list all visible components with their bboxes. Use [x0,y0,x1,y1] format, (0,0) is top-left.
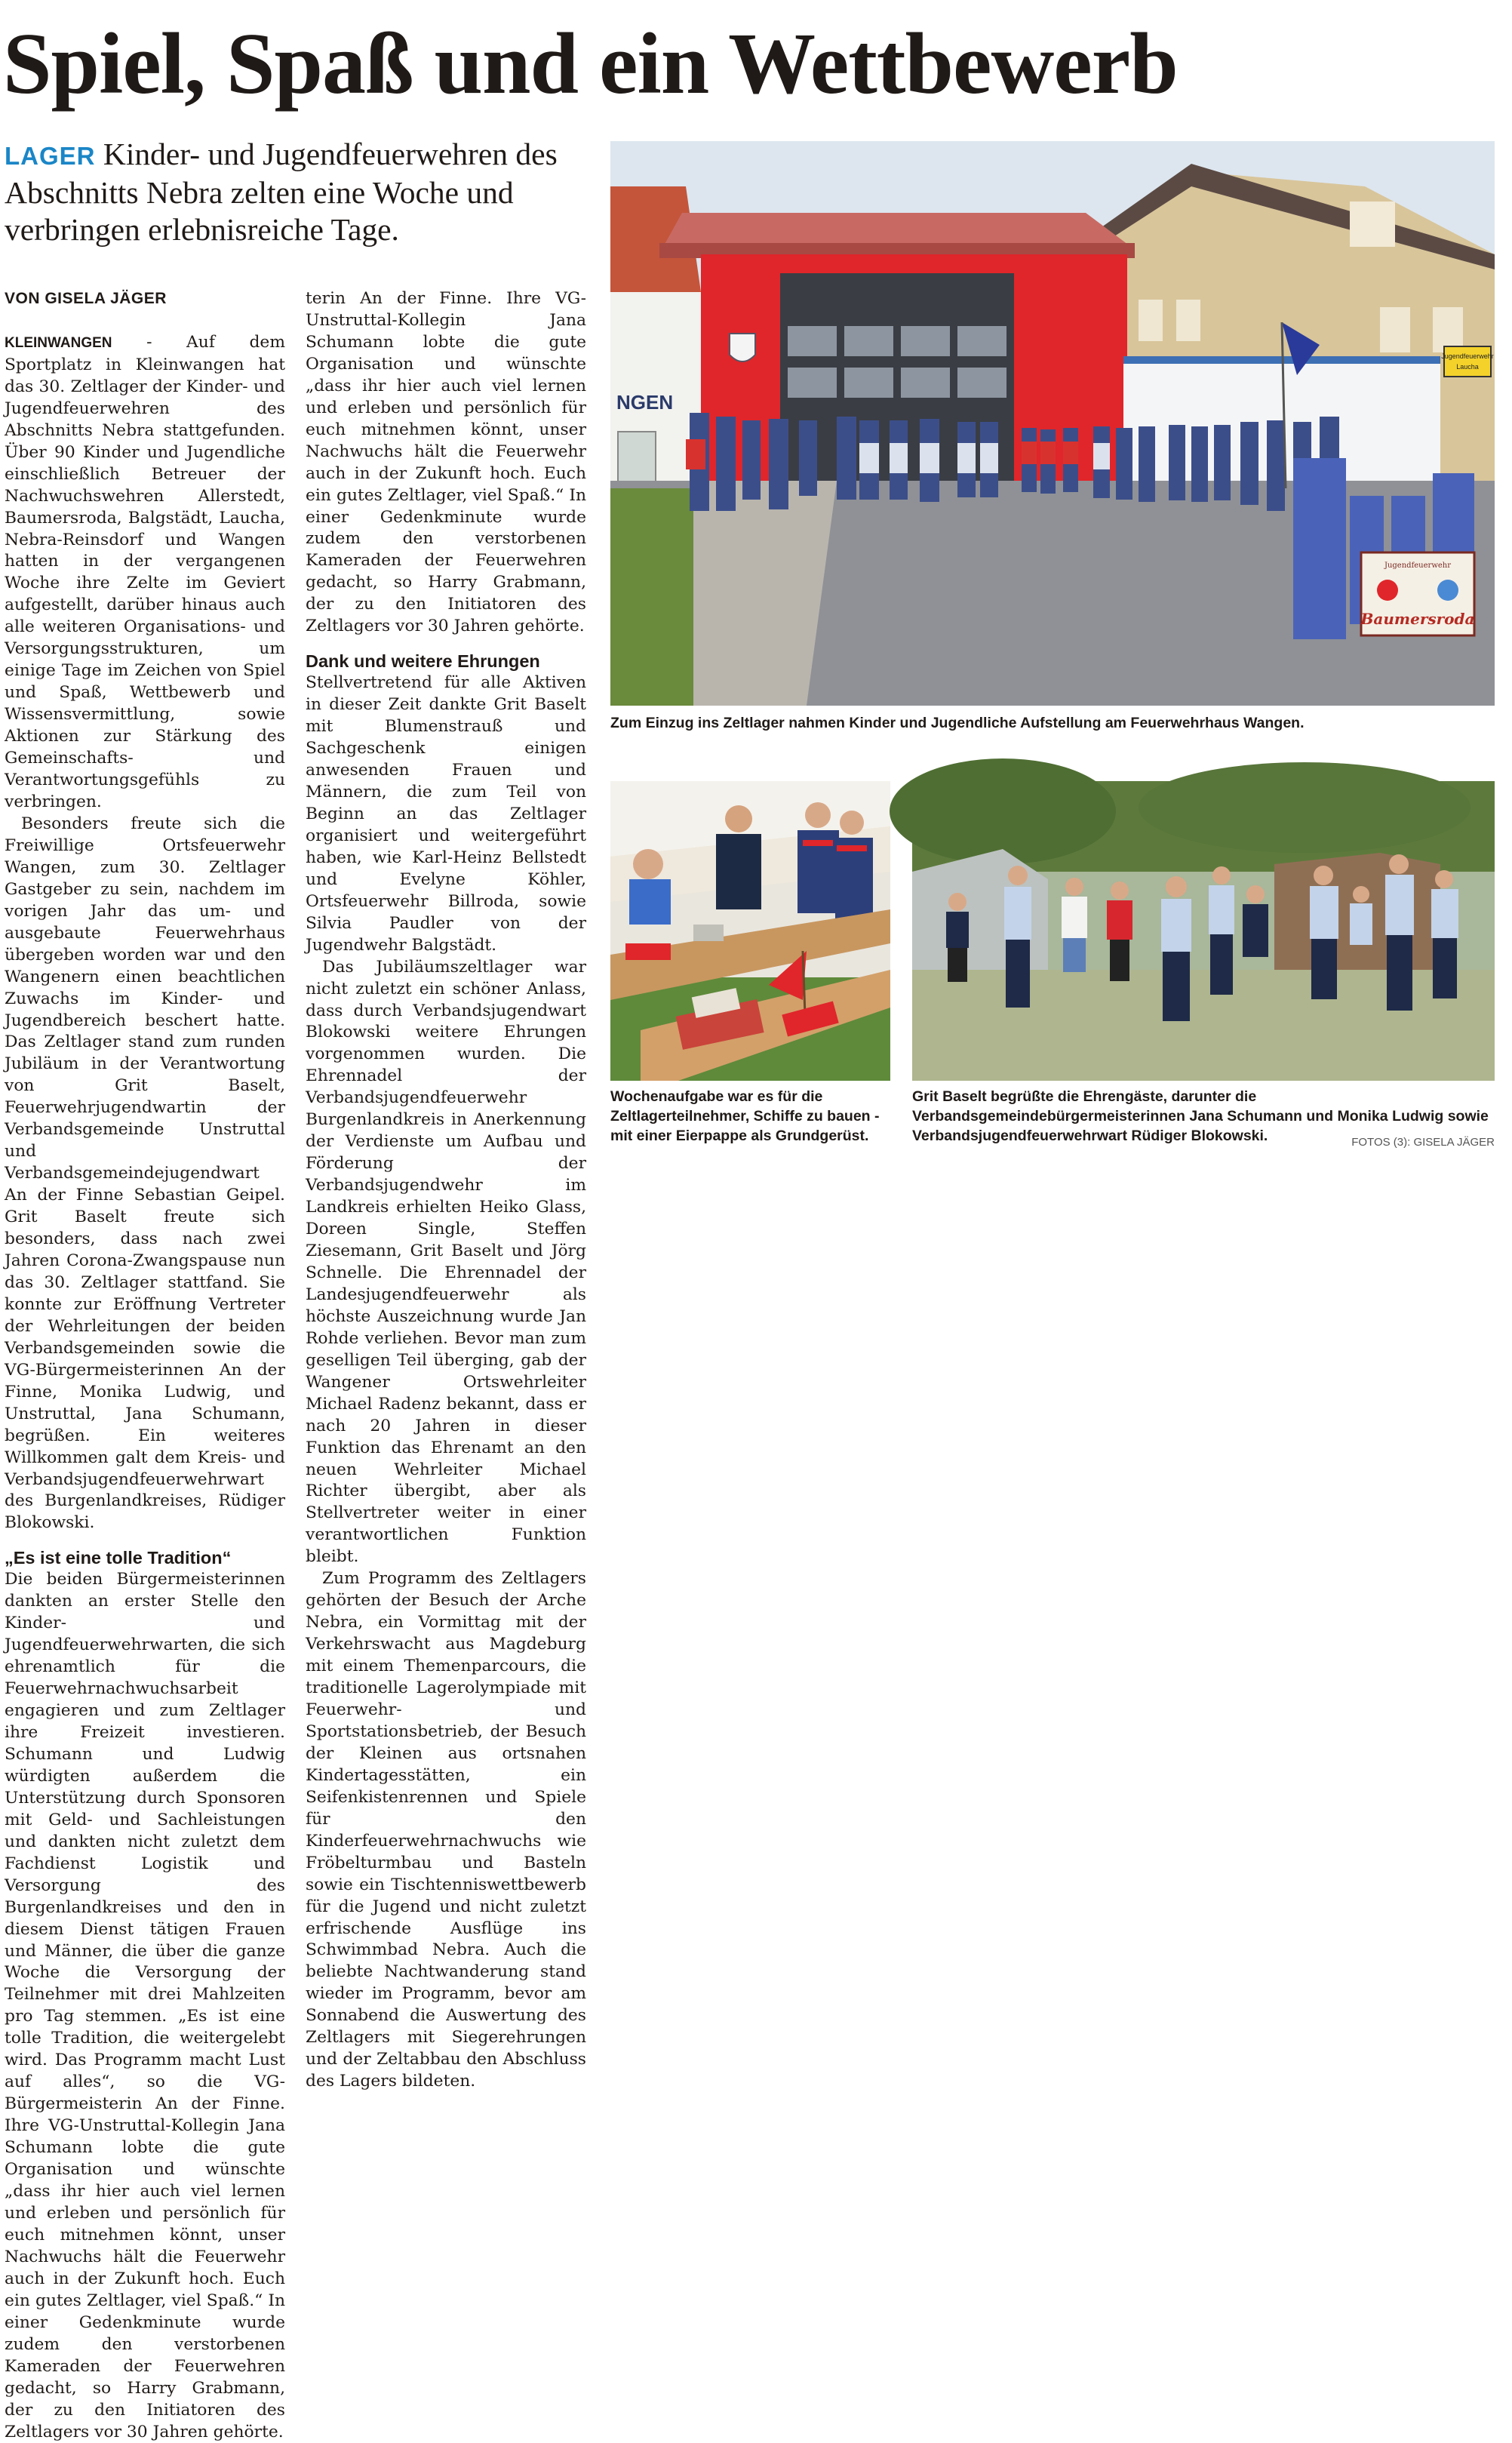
photo-firehouse-lineup [610,141,1495,706]
article-column-1 [5,288,285,2443]
dateline: KLEINWANGEN [5,334,112,351]
teaser [5,136,601,248]
svg-text:Laucha: Laucha [1456,363,1479,371]
photo-boat-building [610,781,890,1081]
headline: Spiel, Spaß und ein Wettbewerb [3,16,1178,112]
svg-text:Jugendfeuerwehr: Jugendfeuerwehr [1441,352,1494,360]
photo-credit: FOTOS (3): GISELA JÄGER [1351,1136,1495,1149]
paragraph-3-continued: terin An der Finne. Ihre VG-Unstruttal-Kollegin Jana Schumann lobte die gute Organisation und wünschte „dass ihr hier auch viel lernen und erleben und persönlich für euch mitnehmen könnt, unser Nachwuchs hält die Feuerwehr auch in der Zukunft hoch. Euch ein gutes Zeltlager, viel Spaß.“ In einer Gedenkminute wurde zudem den verstorbenen Kameraden der Feuerwehren gedacht, so Harry Grabmann, der zu den Initiatoren des Zeltlagers vor 30 Jahren gehörte. [306,289,586,636]
caption-boat-building: Wochenaufgabe war es für die Zeltlagerteilnehmer, Schiffe zu bauen - mit einer Eierpappe als Grundgerüst. [610,1088,880,1144]
paragraph-1-text: - Auf dem Sportplatz in Kleinwangen hat das 30. Zeltlager der Kinder- und Jugendfeuerwehren des Abschnitts Nebra stattgefunden. Über 90 Kinder und Jugendliche einschließlich Betreuer der Nachwuchswehren Allerstedt, Baumersroda, Balgstädt, Laucha, Nebra-Reinsdorf und Wangen hatten in der vergangenen Woche ihre Zelte im Geviert aufgestellt, darüber hinaus auch alle weiteren Organisations- und Versorgungsstrukturen, um einige Tage im Zeichen von Spiel und Spaß, Wettbewerb und Wissensvermittlung, sowie Aktionen zur Stärkung des Gemeinschafts- und Verantwortungsgefühls zu verbringen. [5,332,285,811]
paragraph-5: Das Jubiläumszeltlager war nicht zuletzt ein schöner Anlass, dass durch Verbandsjugendwart Blokowski weitere Ehrungen vorgenommen wurden. Die Ehrennadel der Verbandsjugendfeuerwehr Burgenlandkreis in Anerkennung der Verdienste um Aufbau und Förderung der Verbandsjugendwehr im Landkreis erhielten Heiko Glass, Doreen Single, Steffen Ziesemann, Grit Baselt und Jörg Schnelle. Die Ehrennadel der Landesjugendfeuerwehr als höchste Auszeichnung wurde Jan Rohde verliehen. Bevor man zum geselligen Teil überging, gab der Wangener Ortswehrleiter Michael Radenz bekannt, dass er nach 20 Jahren in dieser Funktion das Ehrenamt an den neuen Wehrleiter Michael Richter übergibt, aber als Stellvertreter weiter in einer verantwortlichen Funktion bleibt. [306,957,586,1567]
paragraph-4: Stellvertretend für alle Aktiven in dieser Zeit dankte Grit Baselt mit Blumenstrauß und Sachgeschenk einigen anwesenden Frauen und Männern, die zum Teil von Beginn an das Zeltlager organisiert und weitergeführt haben, wie Karl-Heinz Bellstedt und Evelyne Köhler, Ortsfeuerwehr Billroda, sowie Silvia Paudler von der Jugendwehr Balgstädt. [306,673,586,955]
paragraph-2: Besonders freute sich die Freiwillige Ortsfeuerwehr Wangen, zum 30. Zeltlager Gastgeber zu sein, nachdem im vorigen Jahr das um- und ausgebaute Feuerwehrhaus übergeben worden war und den Wangenern einen beachtlichen Zuwachs im Kinder- und Jugendbereich beschert hatte. Das Zeltlager stand zum runden Jubiläum in der Verantwortung von Grit Baselt, Feuerwehrjugendwartin der Verbandsgemeinde Unstruttal und Verbandsgemeindejugendwart An der Finne Sebastian Geipel. Grit Baselt freute sich besonders, dass nach zwei Jahren Corona-Zwangspause nun das 30. Zeltlager stattfand. Sie konnte zur Eröffnung Vertreter der Wehrleitungen der beiden Verbandsgemeinden sowie die VG-Bürgermeisterinnen An der Finne, Monika Ludwig, und Unstruttal, Jana Schumann, begrüßen. Ein weiteres Willkommen galt dem Kreis- und Verbandsjugendfeuerwehrwart des Burgenlandkreises, Rüdiger Blokowski. [5,814,285,1533]
svg-text:Jugendfeuerwehr: Jugendfeuerwehr [1384,562,1452,570]
paragraph-6: Zum Programm des Zeltlagers gehörten der Besuch der Arche Nebra, ein Vormittag mit der Verkehrswacht aus Magdeburg mit einem Themenparcours, die traditionelle Lagerolympiade mit Feuerwehr- und Sportstationsbetrieb, der Besuch der Kleinen aus ortsnahen Kindertagesstätten, ein Seifenkistenrennen und Spiele für den Kinderfeuerwehrnachwuchs wie Fröbelturmbau und Basteln sowie ein Tischtenniswettbewerb für die Jugend und nicht zuletzt erfrischende Ausflüge ins Schwimmbad Nebra. Auch die beliebte Nachtwanderung stand wieder im Programm, bevor am Sonnabend die Auswertung des Zeltlagers mit Siegerehrungen und der Zeltabbau den Abschluss des Lagers bildeten. [306,1569,586,2091]
teaser-text: Kinder- und Jugendfeuerwehren des Abschnitts Nebra zelten eine Woche und verbringen erlebnisreiche Tage. [5,137,558,247]
subhead-ehrungen: Dank und weitere Ehrungen [306,651,540,672]
subhead-tradition: „Es ist eine tolle Tradition“ [5,1548,232,1568]
kicker: LAGER [5,142,96,170]
photo-honored-guests [912,781,1495,1081]
caption-firehouse-lineup: Zum Einzug ins Zeltlager nahmen Kinder und Jugendliche Aufstellung am Feuerwehrhaus Wangen. [610,715,1305,731]
svg-text:Baumersroda: Baumersroda [1360,610,1475,628]
article-column-2 [306,288,586,2093]
wall-sign: NGEN [616,391,674,414]
paragraph-1 [5,332,285,814]
paragraph-3: Die beiden Bürgermeisterinnen dankten an erster Stelle den Kinder- und Jugendfeuerwehrwarten, die sich ehrenamtlich für die Feuerwehrnachwuchsarbeit engagieren und zum Zeltlager ihre Freizeit investieren. Schumann und Ludwig würdigten außerdem die Unterstützung durch Sponsoren mit Geld- und Sachleistungen und dankten nicht zuletzt dem Fachdienst Logistik und Versorgung des Burgenlandkreises und den in diesem Dienst tätigen Frauen und Männer, die über die ganze Woche die Versorgung der Teilnehmer mit drei Mahlzeiten pro Tag stemmen. „Es ist eine tolle Tradition, die weitergelebt wird. Das Programm macht Lust auf alles“, so die VG-Bürgermeisterin An der Finne. Ihre VG-Unstruttal-Kollegin Jana Schumann lobte die gute Organisation und wünschte „dass ihr hier auch viel lernen und erleben und persönlich für euch mitnehmen könnt, unser Nachwuchs hält die Feuerwehr auch in der Zukunft hoch. Euch ein gutes Zeltlager, viel Spaß.“ In einer Gedenkminute wurde zudem den verstorbenen Kameraden der Feuerwehren gedacht, so Harry Grabmann, der zu den Initiatoren des Zeltlagers vor 30 Jahren gehörte. [5,1570,285,2441]
caption-honored-guests: Grit Baselt begrüßte die Ehrengäste, darunter die Verbandsgemeindebürgermeisterinnen Jana Schumann und Monika Ludwig sowie Verbandsjugendfeuerwehrwart Rüdiger Blokowski. [912,1088,1489,1144]
author-byline: VON GISELA JÄGER [5,290,167,307]
